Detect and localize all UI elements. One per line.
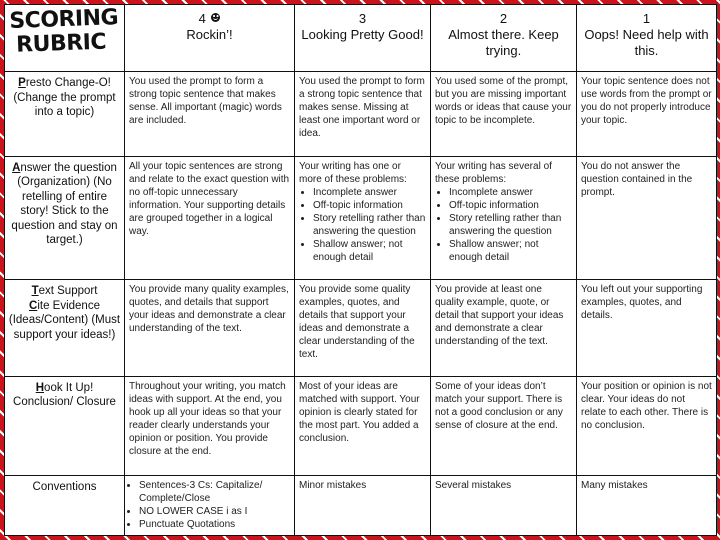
cell-text: You used some of the prompt, but you are missing important words or ideas that cause your topic to be incomplete. — [435, 76, 572, 127]
level-number: 3 — [358, 11, 367, 26]
title-cell — [5, 5, 125, 72]
criterion-initial: A — [12, 161, 21, 174]
criterion-text-support — [5, 280, 125, 377]
row-text-support — [5, 280, 717, 377]
cell-text: You provide some quality examples, quotes, and details that support your ideas and demonstrate a clear understanding of the text. — [299, 284, 415, 361]
title-line-1: SCORING — [8, 5, 119, 34]
cell — [577, 72, 717, 157]
cell-text: You do not answer the question contained in the prompt. — [581, 160, 693, 198]
cell — [125, 280, 295, 377]
list-item: • Off-topic information — [449, 199, 572, 212]
criterion-initial: P — [18, 77, 26, 90]
list-item: • Shallow answer; not enough detail — [313, 238, 426, 264]
cell — [577, 376, 717, 475]
cell — [431, 280, 577, 377]
list-item: • Incomplete answer — [313, 186, 426, 199]
list-item: • Shallow answer; not enough detail — [449, 238, 572, 264]
criterion-presto — [5, 72, 125, 157]
cell-text: Some of your ideas don’t match your support. There is not a good conclusion or any sense of closure at the end. — [435, 380, 563, 431]
cell — [295, 156, 431, 279]
cell-text: Your topic sentence does not use words from the prompt or you do not properly introduce your topic. — [581, 76, 712, 127]
level-header-4 — [125, 5, 295, 72]
list-item: • Story retelling rather than answering the question — [313, 212, 426, 238]
list-item: • Punctuate Quotations — [139, 518, 290, 531]
level-header-2 — [431, 5, 577, 72]
cell — [577, 280, 717, 377]
cell-text: Minor mistakes — [299, 479, 367, 491]
rubric-title — [9, 7, 122, 57]
cell — [431, 475, 577, 535]
cell-text: Your writing has several of these problems: — [435, 160, 552, 185]
criterion-initial: H — [35, 381, 45, 394]
criterion-answer — [5, 156, 125, 279]
cell-text: Throughout your writing, you match ideas with support. At the end, you hook up all your ideas so that your reader clearly understands your opinion or position. You provide closure at the end. — [129, 380, 286, 457]
level-label: Rockin’! — [186, 27, 233, 42]
cell — [431, 156, 577, 279]
row-hook — [5, 376, 717, 475]
header-row — [5, 5, 717, 72]
level-label: Oops! Need help with this. — [584, 27, 709, 58]
problem-list — [435, 186, 572, 264]
cell-text: Many mistakes — [581, 479, 648, 491]
list-item: • NO LOWER CASE i as I — [139, 505, 290, 518]
problem-list — [299, 186, 426, 264]
cell-text: Most of your ideas are matched with support. Your opinion is clearly stated for the most part. You added a conclusion. — [299, 380, 420, 444]
cell — [295, 376, 431, 475]
criterion-initial: C — [29, 299, 38, 312]
list-item: • Incomplete answer — [449, 186, 572, 199]
cell — [295, 72, 431, 157]
criterion-label: ite Evidence (Ideas/Content) (Must support your ideas!) — [8, 299, 121, 341]
cell — [577, 156, 717, 279]
title-line-2: RUBRIC — [15, 29, 107, 58]
criterion-label: resto Change-O! (Change the prompt into a topic) — [13, 77, 116, 119]
criterion-label: ook It Up! Conclusion/ Closure — [13, 381, 116, 409]
criterion-label: Conventions — [32, 480, 97, 493]
cell-text: You used the prompt to form a strong topic sentence that makes sense. All important (magic) words are included. — [129, 76, 282, 127]
cell — [431, 72, 577, 157]
level-number: 1 — [642, 11, 651, 26]
cell — [577, 475, 717, 535]
cell — [125, 376, 295, 475]
cell — [431, 376, 577, 475]
criterion-initial: T — [31, 285, 39, 298]
level-label: Looking Pretty Good! — [301, 27, 424, 42]
cell — [295, 475, 431, 535]
row-presto — [5, 72, 717, 157]
cell-text: Your writing has one or more of these problems: — [299, 160, 407, 185]
cell — [125, 156, 295, 279]
cell-text: Your position or opinion is not clear. Your ideas do not relate to each other. There is no conclusion. — [581, 380, 712, 431]
criterion-conventions — [5, 475, 125, 535]
list-item: • Off-topic information — [313, 199, 426, 212]
row-answer — [5, 156, 717, 279]
criterion-label: nswer the question (Organization) (No retelling of entire story! Stick to the question and stay on target.) — [11, 161, 118, 247]
row-conventions — [5, 475, 717, 535]
cell — [125, 72, 295, 157]
criterion-hook — [5, 376, 125, 475]
level-header-1 — [577, 5, 717, 72]
smiley-icon — [211, 13, 220, 22]
cell — [295, 280, 431, 377]
criterion-label: ext Support — [38, 285, 98, 298]
cell-text: Several mistakes — [435, 479, 512, 491]
level-label: Almost there. Keep trying. — [448, 27, 559, 58]
conventions-list — [129, 479, 290, 531]
list-item: • Sentences-3 Cs: Capitalize/ Complete/Close — [139, 479, 290, 505]
cell-text: You provide many quality examples, quotes, and details that support your ideas and demonstrate a clear understanding of the text. — [129, 284, 289, 335]
cell-text: You provide at least one quality example, quote, or detail that support your ideas and demonstrate a clear understanding of the text. — [435, 284, 564, 348]
rubric-table — [4, 4, 717, 536]
list-item: • Story retelling rather than answering the question — [449, 212, 572, 238]
rubric-sheet — [4, 4, 716, 536]
cell — [125, 475, 295, 535]
level-number: 4 — [198, 11, 206, 26]
cell-text: You used the prompt to form a strong topic sentence that makes sense. Missing at least one important word or idea. — [299, 76, 425, 140]
level-header-3 — [295, 5, 431, 72]
cell-text: All your topic sentences are strong and relate to the exact question with no off-topic unnecessary information. Your supporting details are grouped together in a logical way. — [129, 160, 290, 237]
level-number: 2 — [499, 11, 508, 26]
cell-text: You left out your supporting examples, quotes, and details. — [581, 284, 703, 322]
